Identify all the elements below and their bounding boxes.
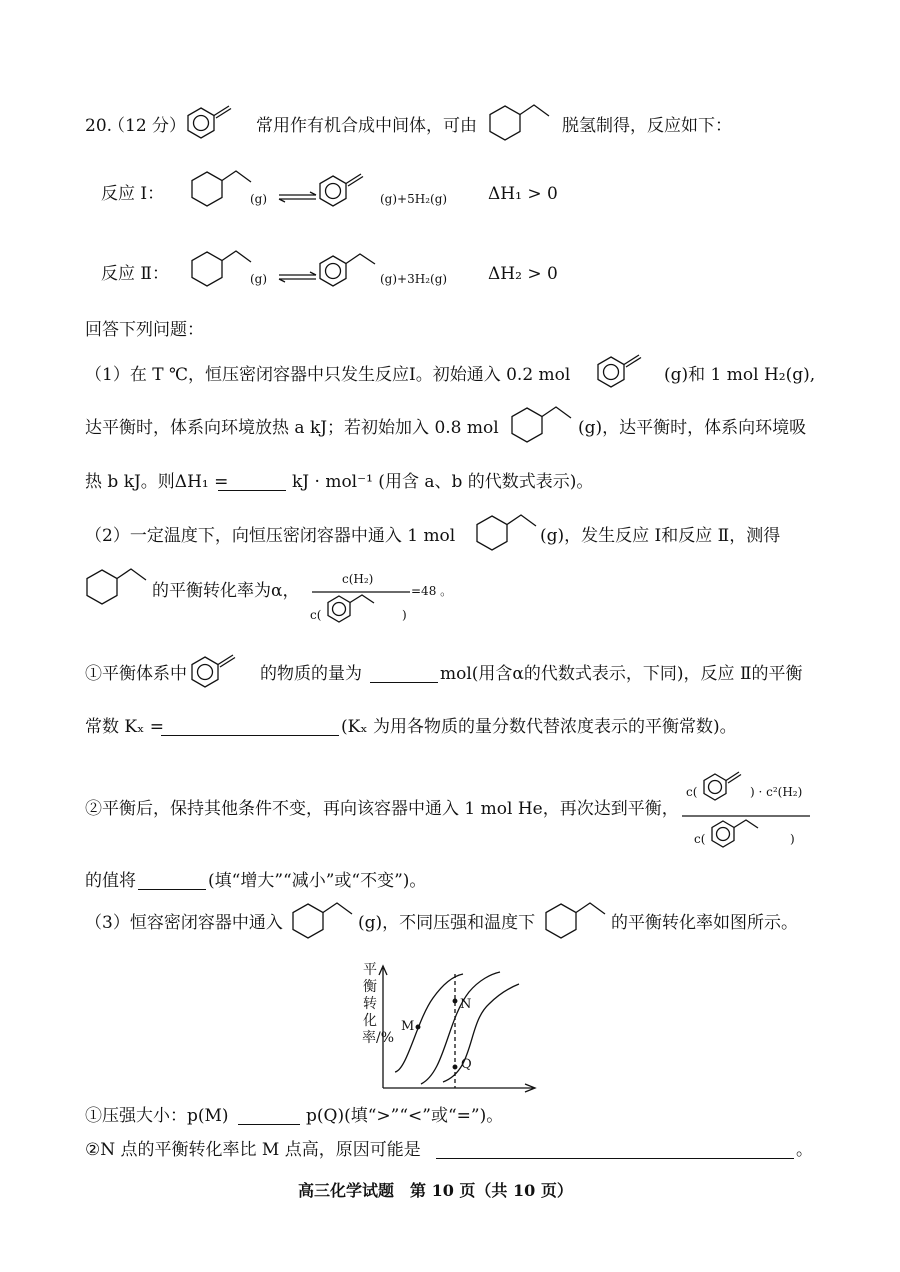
ethylcyclohexane-structure bbox=[474, 512, 544, 556]
reaction1-products: (g)+5H₂(g) bbox=[380, 192, 448, 206]
part2-q2-tail: (填“增大”“减小”或“不变”)。 bbox=[208, 871, 427, 891]
part1-line1-text: （1）在 T ℃，恒压密闭容器中只发生反应Ⅰ。初始通入 0.2 mol bbox=[85, 365, 571, 385]
part3-line1-mid: (g)，不同压强和温度下 bbox=[358, 913, 536, 933]
fraction1-den-left: c( bbox=[310, 608, 322, 622]
ethylcyclohexane-structure bbox=[509, 404, 579, 448]
part1-line1-tail: (g)和 1 mol H₂(g), bbox=[664, 365, 816, 385]
reaction2-state: (g) bbox=[250, 272, 268, 286]
graph-point-q: Q bbox=[461, 1057, 472, 1072]
part2-line2-text: 的平衡转化率为α， bbox=[152, 581, 300, 601]
reaction1-enthalpy: ΔH₁ > 0 bbox=[488, 184, 558, 204]
reaction2-products: (g)+3H₂(g) bbox=[380, 272, 448, 286]
ethylbenzene-structure bbox=[318, 250, 388, 294]
ethylbenzene-structure bbox=[710, 817, 770, 857]
phenylacetylene-structure bbox=[596, 352, 656, 396]
question-score: （12 分） bbox=[108, 116, 187, 136]
answer-blank-reason[interactable] bbox=[436, 1144, 794, 1159]
phenylacetylene-structure bbox=[186, 104, 246, 148]
part3-q2-tail: 。 bbox=[796, 1140, 813, 1160]
part2-q1-mid: 的物质的量为 bbox=[260, 664, 362, 684]
part1-line2-tail: (g)，达平衡时，体系向环境吸 bbox=[578, 418, 807, 438]
page-footer: 高三化学试题 第 10 页（共 10 页） bbox=[298, 1181, 573, 1200]
fraction1-numerator: c(H₂) bbox=[342, 572, 374, 586]
part2-q2-text: ②平衡后，保持其他条件不变，再向该容器中通入 1 mol He，再次达到平衡， bbox=[85, 799, 679, 819]
equilibrium-arrow bbox=[278, 272, 318, 282]
intro-text-end: 脱氢制得，反应如下： bbox=[562, 116, 732, 136]
question-number: 20. bbox=[85, 116, 113, 136]
part1-line3-tail: kJ · mol⁻¹ (用含 a、b 的代数式表示)。 bbox=[292, 472, 594, 492]
fraction2-den-left: c( bbox=[694, 832, 706, 846]
part2-line1-tail: (g)，发生反应 Ⅰ和反应 Ⅱ，测得 bbox=[540, 526, 781, 546]
part2-kx-note: (Kₓ 为用各物质的量分数代替浓度表示的平衡常数)。 bbox=[341, 717, 737, 737]
answer-blank-kx[interactable] bbox=[161, 721, 339, 736]
phenylacetylene-structure bbox=[190, 652, 250, 696]
fraction1-value: =48 。 bbox=[411, 584, 453, 598]
part3-line1-tail: 的平衡转化率如图所示。 bbox=[611, 913, 798, 933]
answer-blank-trend[interactable] bbox=[138, 875, 206, 890]
equilibrium-arrow bbox=[278, 192, 318, 202]
ethylcyclohexane-structure bbox=[189, 248, 259, 296]
part2-q1-text: ①平衡体系中 bbox=[85, 664, 187, 684]
graph-point-m: M bbox=[401, 1019, 415, 1034]
reaction2-label: 反应 Ⅱ： bbox=[101, 264, 169, 284]
ethylcyclohexane-structure bbox=[189, 168, 259, 216]
ethylcyclohexane-structure bbox=[487, 102, 557, 146]
part1-line3-text: 热 b kJ。则ΔH₁ = bbox=[85, 472, 229, 492]
part3-q1-text: ①压强大小：p(M) bbox=[85, 1106, 229, 1126]
answer-blank-moles[interactable] bbox=[370, 668, 438, 683]
part3-q2-text: ②N 点的平衡转化率比 M 点高，原因可能是 bbox=[85, 1140, 421, 1160]
ethylcyclohexane-structure bbox=[290, 900, 360, 944]
phenylacetylene-structure bbox=[318, 170, 378, 214]
part3-line1-text: （3）恒容密闭容器中通入 bbox=[85, 913, 283, 933]
reaction2-enthalpy: ΔH₂ > 0 bbox=[488, 264, 558, 284]
reaction1-state: (g) bbox=[250, 192, 268, 206]
answer-prompt: 回答下列问题： bbox=[85, 320, 204, 340]
part2-line1-text: （2）一定温度下，向恒压密闭容器中通入 1 mol bbox=[85, 526, 456, 546]
part2-q1-tail: mol(用含α的代数式表示，下同)，反应 Ⅱ的平衡 bbox=[440, 664, 803, 684]
ethylcyclohexane-structure bbox=[84, 566, 154, 610]
graph-point-n: N bbox=[460, 997, 472, 1012]
part2-q2-value-text: 的值将 bbox=[85, 871, 136, 891]
reaction1-label: 反应 Ⅰ： bbox=[101, 184, 165, 204]
part3-q1-tail: p(Q)(填“>”“<”或“=”)。 bbox=[306, 1106, 504, 1126]
part2-kx-label: 常数 Kₓ = bbox=[85, 717, 164, 737]
ethylbenzene-structure bbox=[326, 592, 386, 632]
ethylcyclohexane-structure bbox=[543, 900, 613, 944]
answer-blank-pressure[interactable] bbox=[238, 1110, 300, 1125]
part1-line2-text: 达平衡时，体系向环境放热 a kJ；若初始加入 0.8 mol bbox=[85, 418, 499, 438]
intro-text-mid: 常用作有机合成中间体，可由 bbox=[256, 116, 477, 136]
fraction2-den-right: ) bbox=[790, 832, 795, 846]
graph-y-axis-label: 平衡转化率/% bbox=[362, 962, 395, 1046]
fraction2-num-right: ) · c²(H₂) bbox=[750, 785, 803, 799]
answer-blank-dh1[interactable] bbox=[218, 476, 286, 491]
fraction1-den-right: ) bbox=[402, 608, 407, 622]
fraction2-num-left: c( bbox=[686, 785, 698, 799]
